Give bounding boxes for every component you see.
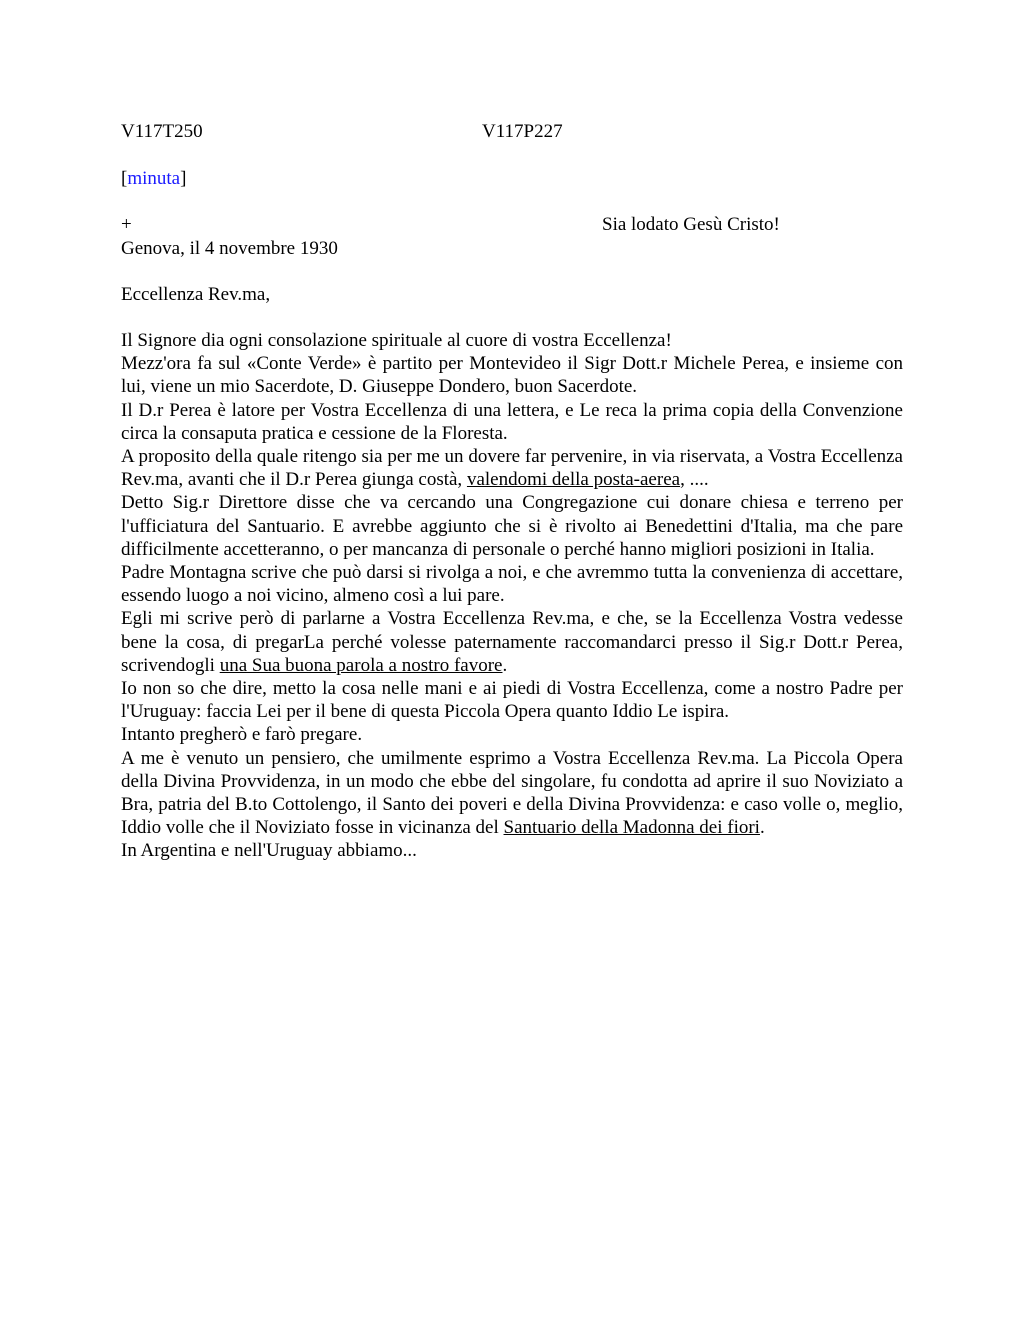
- paragraph-4: [121, 445, 903, 491]
- paragraph-10-text-b: .: [759, 817, 765, 839]
- minuta-tag: [121, 167, 186, 190]
- paragraph-2: Mezz'ora fa sul «Conte Verde» è partito per Montevideo il Sigr Dott.r Michele Perea, e insieme con lui, viene un mio Sacerdote, D. Giuseppe Dondero, buon Sacerdote.: [121, 353, 903, 398]
- paragraph-4-text-b: , ....: [680, 469, 709, 491]
- paragraph-10: [121, 747, 903, 840]
- paragraph-8: Io non so che dire, metto la cosa nelle mani e ai piedi di Vostra Eccellenza, come a nostro Padre per l'Uruguay: faccia Lei per il bene di questa Piccola Opera quanto Iddio Le ispira.: [121, 678, 903, 723]
- minuta-bracket-open: [: [121, 168, 128, 189]
- paragraph-1: Il Signore dia ogni consolazione spirituale al cuore di vostra Eccellenza!: [121, 330, 672, 351]
- paragraph-5: Detto Sig.r Direttore disse che va cercando una Congregazione cui donare chiesa e terreno per l'ufficiatura del Santuario. E avrebbe aggiunto che si è rivolto ai Benedettini d'Italia, ma che pare difficilmente accetteranno, o per mancanza di personale o perché hanno migliori posizioni in Italia.: [121, 492, 903, 560]
- paragraph-7: [121, 607, 903, 677]
- paragraph-11: In Argentina e nell'Uruguay abbiamo...: [121, 840, 417, 862]
- archive-reference-p: V117P227: [482, 121, 563, 142]
- place-date: Genova, il 4 novembre 1930: [121, 238, 338, 259]
- paragraph-6: Padre Montagna scrive che può darsi si rivolga a noi, e che avremmo tutta la convenienza di accettare, essendo luogo a noi vicino, almeno così a lui pare.: [121, 562, 903, 607]
- cross-symbol: +: [121, 214, 132, 235]
- paragraph-10-text-a: A me è venuto un pensiero, che umilmente esprimo a Vostra Eccellenza Rev.ma. La Piccola Opera della Divina Provvidenza, in un modo che ebbe del singolare, fu condotta ad aprire il suo Noviziato a Bra, patria del B.to Cottolengo, il Santo dei poveri e della Divina Provvidenza: e caso volle o, meglio, Iddio volle che il Noviziato fosse in vicinanza del: [121, 747, 903, 839]
- letter-motto: Sia lodato Gesù Cristo!: [602, 214, 780, 235]
- underlined-phrase-santuario: Santuario della Madonna dei fiori: [503, 817, 760, 839]
- salutation: Eccellenza Rev.ma,: [121, 284, 271, 305]
- minuta-bracket-close: ]: [180, 168, 187, 189]
- minuta-link[interactable]: minuta: [127, 168, 181, 189]
- archive-reference-t: V117T250: [121, 121, 203, 142]
- underlined-phrase-posta-aerea: valendomi della posta-aerea: [466, 469, 681, 491]
- letter-body: [121, 329, 903, 863]
- paragraph-7-text-a: Egli mi scrive però di parlarne a Vostra Eccellenza Rev.ma, e che, se la Eccellenza Vostra vedesse bene la cosa, di pregarLa perché volesse paternamente raccomandarci presso il Sig.r Dott.r Perea, scrivendogli: [121, 608, 903, 676]
- paragraph-4-text-a: A proposito della quale ritengo sia per me un dovere far pervenire, in via riservata, a Vostra Eccellenza Rev.ma, avanti che il D.r Perea giunga costà,: [121, 446, 903, 491]
- paragraph-3: Il D.r Perea è latore per Vostra Eccellenza di una lettera, e Le reca la prima copia della Convenzione circa la consaputa pratica e cessione de la Floresta.: [121, 399, 903, 444]
- paragraph-9: Intanto pregherò e farò pregare.: [121, 724, 363, 746]
- underlined-phrase-buona-parola: una Sua buona parola a nostro favore: [219, 654, 503, 676]
- paragraph-7-text-b: .: [502, 654, 508, 676]
